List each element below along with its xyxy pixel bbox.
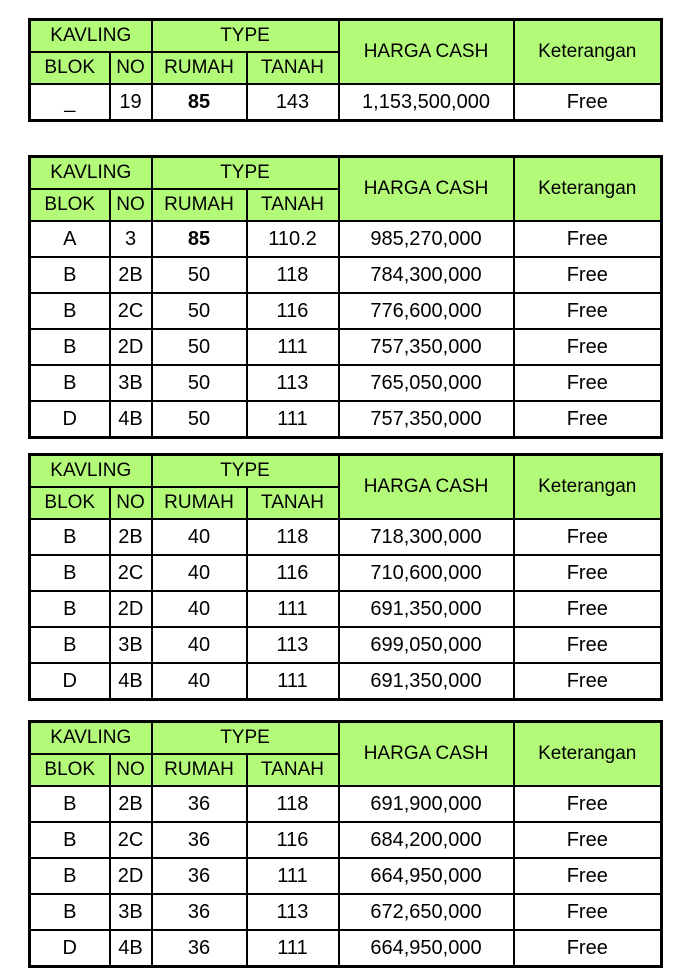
cell-tanah: 110.2 (247, 221, 339, 257)
cell-blok: B (30, 293, 110, 329)
table-row (30, 221, 662, 257)
table-row (30, 365, 662, 401)
cell-keterangan: Free (514, 858, 662, 894)
header-group-type: TYPE (152, 20, 339, 53)
header-keterangan: Keterangan (514, 455, 662, 520)
cell-rumah: 40 (152, 519, 247, 555)
header-rumah: RUMAH (152, 52, 247, 84)
cell-blok: A (30, 221, 110, 257)
cell-no: 2C (110, 822, 152, 858)
cell-rumah: 40 (152, 627, 247, 663)
header-harga-cash: HARGA CASH (339, 20, 514, 85)
table-row (30, 555, 662, 591)
cell-blok: _ (30, 84, 110, 121)
cell-no: 3B (110, 627, 152, 663)
table-header (30, 157, 662, 222)
cell-blok: B (30, 519, 110, 555)
cell-rumah: 50 (152, 401, 247, 438)
cell-no: 19 (110, 84, 152, 121)
cell-harga-cash: 699,050,000 (339, 627, 514, 663)
cell-keterangan: Free (514, 519, 662, 555)
header-tanah: TANAH (247, 189, 339, 221)
cell-no: 2C (110, 555, 152, 591)
table-row (30, 519, 662, 555)
header-group-kavling: KAVLING (30, 20, 152, 53)
cell-blok: D (30, 401, 110, 438)
header-group-type: TYPE (152, 455, 339, 488)
table-row (30, 930, 662, 967)
cell-tanah: 113 (247, 365, 339, 401)
header-row-groups (30, 20, 662, 53)
cell-tanah: 113 (247, 894, 339, 930)
price-table-block (28, 720, 660, 968)
cell-harga-cash: 664,950,000 (339, 858, 514, 894)
header-group-type: TYPE (152, 157, 339, 190)
header-group-kavling: KAVLING (30, 722, 152, 755)
header-group-type: TYPE (152, 722, 339, 755)
cell-tanah: 111 (247, 591, 339, 627)
cell-blok: D (30, 663, 110, 700)
cell-keterangan: Free (514, 663, 662, 700)
cell-rumah: 36 (152, 822, 247, 858)
header-no: NO (110, 754, 152, 786)
cell-no: 3B (110, 894, 152, 930)
table-body (30, 84, 662, 121)
table-header (30, 722, 662, 787)
table-row (30, 858, 662, 894)
cell-blok: B (30, 329, 110, 365)
cell-harga-cash: 684,200,000 (339, 822, 514, 858)
cell-harga-cash: 672,650,000 (339, 894, 514, 930)
cell-keterangan: Free (514, 591, 662, 627)
table-row (30, 663, 662, 700)
table-row (30, 84, 662, 121)
cell-keterangan: Free (514, 822, 662, 858)
table-type-50 (28, 155, 663, 439)
table-body (30, 221, 662, 438)
table-row (30, 894, 662, 930)
cell-keterangan: Free (514, 84, 662, 121)
cell-rumah: 36 (152, 786, 247, 822)
table-row (30, 401, 662, 438)
header-row-groups (30, 455, 662, 488)
table-row (30, 822, 662, 858)
cell-keterangan: Free (514, 365, 662, 401)
cell-rumah: 36 (152, 930, 247, 967)
table-row (30, 293, 662, 329)
table-header (30, 20, 662, 85)
cell-blok: B (30, 822, 110, 858)
cell-tanah: 111 (247, 858, 339, 894)
cell-no: 4B (110, 401, 152, 438)
cell-rumah: 50 (152, 329, 247, 365)
table-type-85-a (28, 18, 663, 122)
header-rumah: RUMAH (152, 189, 247, 221)
cell-rumah: 36 (152, 858, 247, 894)
cell-blok: B (30, 365, 110, 401)
cell-no: 3 (110, 221, 152, 257)
header-blok: BLOK (30, 52, 110, 84)
cell-no: 2C (110, 293, 152, 329)
cell-rumah: 40 (152, 663, 247, 700)
cell-harga-cash: 691,350,000 (339, 591, 514, 627)
header-no: NO (110, 52, 152, 84)
cell-blok: B (30, 786, 110, 822)
cell-tanah: 118 (247, 257, 339, 293)
header-tanah: TANAH (247, 52, 339, 84)
header-keterangan: Keterangan (514, 20, 662, 85)
cell-tanah: 118 (247, 519, 339, 555)
table-header (30, 455, 662, 520)
cell-harga-cash: 784,300,000 (339, 257, 514, 293)
header-tanah: TANAH (247, 754, 339, 786)
cell-tanah: 113 (247, 627, 339, 663)
cell-rumah: 40 (152, 555, 247, 591)
cell-no: 4B (110, 930, 152, 967)
cell-harga-cash: 985,270,000 (339, 221, 514, 257)
header-rumah: RUMAH (152, 754, 247, 786)
cell-tanah: 118 (247, 786, 339, 822)
cell-blok: B (30, 858, 110, 894)
header-harga-cash: HARGA CASH (339, 722, 514, 787)
header-tanah: TANAH (247, 487, 339, 519)
cell-no: 3B (110, 365, 152, 401)
cell-tanah: 116 (247, 293, 339, 329)
cell-keterangan: Free (514, 221, 662, 257)
table-row (30, 329, 662, 365)
cell-harga-cash: 757,350,000 (339, 401, 514, 438)
cell-keterangan: Free (514, 329, 662, 365)
cell-no: 2D (110, 858, 152, 894)
cell-tanah: 143 (247, 84, 339, 121)
cell-keterangan: Free (514, 930, 662, 967)
header-blok: BLOK (30, 189, 110, 221)
cell-blok: D (30, 930, 110, 967)
cell-tanah: 116 (247, 822, 339, 858)
cell-harga-cash: 710,600,000 (339, 555, 514, 591)
cell-harga-cash: 776,600,000 (339, 293, 514, 329)
cell-blok: B (30, 591, 110, 627)
cell-no: 4B (110, 663, 152, 700)
cell-tanah: 116 (247, 555, 339, 591)
cell-harga-cash: 1,153,500,000 (339, 84, 514, 121)
cell-keterangan: Free (514, 293, 662, 329)
cell-harga-cash: 757,350,000 (339, 329, 514, 365)
header-row-groups (30, 722, 662, 755)
table-type-40 (28, 453, 663, 701)
cell-keterangan: Free (514, 894, 662, 930)
cell-rumah: 50 (152, 257, 247, 293)
cell-tanah: 111 (247, 663, 339, 700)
header-blok: BLOK (30, 754, 110, 786)
header-keterangan: Keterangan (514, 722, 662, 787)
price-table-block (28, 18, 660, 122)
cell-harga-cash: 664,950,000 (339, 930, 514, 967)
cell-blok: B (30, 257, 110, 293)
cell-blok: B (30, 627, 110, 663)
cell-blok: B (30, 894, 110, 930)
header-harga-cash: HARGA CASH (339, 157, 514, 222)
table-row (30, 257, 662, 293)
cell-keterangan: Free (514, 786, 662, 822)
header-row-groups (30, 157, 662, 190)
table-row (30, 627, 662, 663)
table-body (30, 519, 662, 700)
header-keterangan: Keterangan (514, 157, 662, 222)
cell-tanah: 111 (247, 401, 339, 438)
cell-harga-cash: 718,300,000 (339, 519, 514, 555)
cell-blok: B (30, 555, 110, 591)
cell-rumah: 50 (152, 293, 247, 329)
cell-keterangan: Free (514, 401, 662, 438)
cell-harga-cash: 765,050,000 (339, 365, 514, 401)
header-no: NO (110, 487, 152, 519)
header-group-kavling: KAVLING (30, 455, 152, 488)
cell-keterangan: Free (514, 257, 662, 293)
table-row (30, 591, 662, 627)
table-type-36 (28, 720, 663, 968)
cell-rumah: 40 (152, 591, 247, 627)
price-table-block (28, 155, 660, 439)
cell-harga-cash: 691,350,000 (339, 663, 514, 700)
header-group-kavling: KAVLING (30, 157, 152, 190)
table-body (30, 786, 662, 967)
cell-rumah: 85 (152, 221, 247, 257)
header-rumah: RUMAH (152, 487, 247, 519)
cell-tanah: 111 (247, 329, 339, 365)
cell-tanah: 111 (247, 930, 339, 967)
price-table-block (28, 453, 660, 701)
cell-keterangan: Free (514, 627, 662, 663)
cell-no: 2B (110, 786, 152, 822)
cell-harga-cash: 691,900,000 (339, 786, 514, 822)
cell-no: 2D (110, 591, 152, 627)
header-blok: BLOK (30, 487, 110, 519)
cell-keterangan: Free (514, 555, 662, 591)
table-row (30, 786, 662, 822)
cell-no: 2B (110, 519, 152, 555)
header-no: NO (110, 189, 152, 221)
header-harga-cash: HARGA CASH (339, 455, 514, 520)
cell-rumah: 36 (152, 894, 247, 930)
cell-no: 2D (110, 329, 152, 365)
cell-rumah: 50 (152, 365, 247, 401)
cell-rumah: 85 (152, 84, 247, 121)
cell-no: 2B (110, 257, 152, 293)
